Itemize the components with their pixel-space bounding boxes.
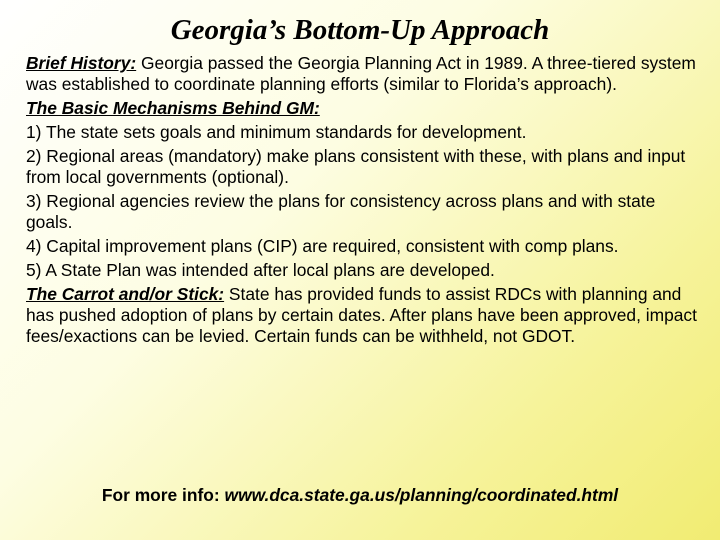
footer-url-link[interactable]: www.dca.state.ga.us/planning/coordinated.html <box>224 485 619 505</box>
brief-history-label: Brief History: <box>26 53 137 73</box>
mechanism-item: 3) Regional agencies review the plans for consistency across plans and with state goals. <box>26 191 656 232</box>
brief-history-text: Georgia passed the Georgia Planning Act in 1989. A three-tiered system was established to coordinate planning efforts (similar to Florida’s approach). <box>26 53 696 94</box>
carrot-stick-label: The Carrot and/or Stick: <box>26 284 225 304</box>
mechanisms-heading-paragraph <box>26 98 698 119</box>
mechanisms-heading: The Basic Mechanisms Behind GM: <box>26 98 320 118</box>
footer-label: For more info: <box>101 485 225 505</box>
carrot-stick-text: State has provided funds to assist RDCs with planning and has pushed adoption of plans by certain dates. After plans have been approved, impact fees/exactions can be levied. Certain funds can be withheld, not GDOT. <box>26 284 697 346</box>
mechanism-item: 2) Regional areas (mandatory) make plans consistent with these, with plans and input from local governments (optional). <box>26 146 686 187</box>
mechanism-item: 1) The state sets goals and minimum standards for development. <box>26 122 527 142</box>
brief-history-paragraph <box>26 53 698 95</box>
slide-body <box>26 53 698 350</box>
carrot-stick-paragraph <box>26 284 698 347</box>
mechanism-item: 5) A State Plan was intended after local plans are developed. <box>26 260 495 280</box>
slide-title: Georgia’s Bottom-Up Approach <box>170 14 550 46</box>
footer <box>0 484 720 506</box>
mechanism-item: 4) Capital improvement plans (CIP) are required, consistent with comp plans. <box>26 236 619 256</box>
